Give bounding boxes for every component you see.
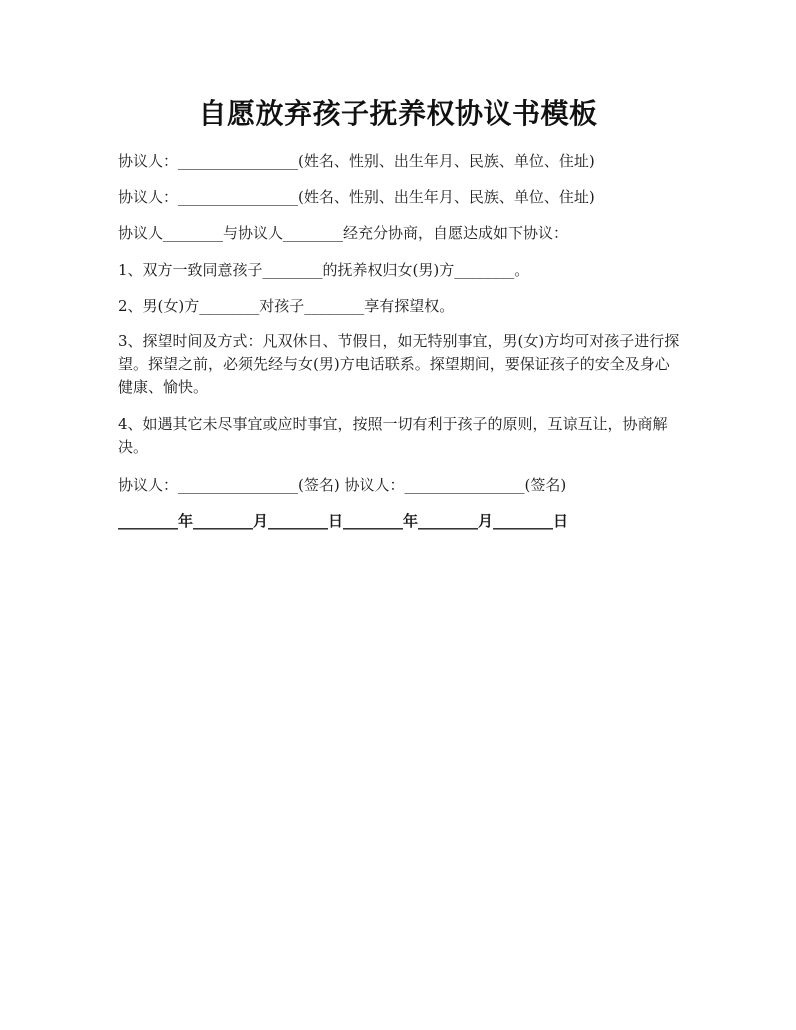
clause-4: 4、如遇其它未尽事宜或应时事宜，按照一切有利于孩子的原则，互谅互让，协商解决。 xyxy=(118,415,668,456)
clause-1: 1、双方一致同意孩子________的抚养权归女(男)方________。 xyxy=(118,261,530,279)
signature-line: 协议人：________________(签名) 协议人：________________(签名) xyxy=(118,476,567,494)
date-line: ________年________月________日________年________月________日 xyxy=(118,512,569,530)
intro-line: 协议人________与协议人________经充分协商，自愿达成如下协议： xyxy=(118,224,569,242)
party-2-line: 协议人：________________(姓名、性别、出生年月、民族、单位、住址) xyxy=(118,188,595,206)
clause-2: 2、男(女)方________对孩子________享有探望权。 xyxy=(118,297,455,315)
document-title: 自愿放弃孩子抚养权协议书模板 xyxy=(198,97,598,130)
party-1-line: 协议人：________________(姓名、性别、出生年月、民族、单位、住址) xyxy=(118,152,595,170)
clause-3: 3、探望时间及方式：凡双休日、节假日，如无特别事宜，男(女)方均可对孩子进行探望。探望之前，必须先经与女(男)方电话联系。探望期间，要保证孩子的安全及身心健康、愉快。 xyxy=(118,332,680,396)
